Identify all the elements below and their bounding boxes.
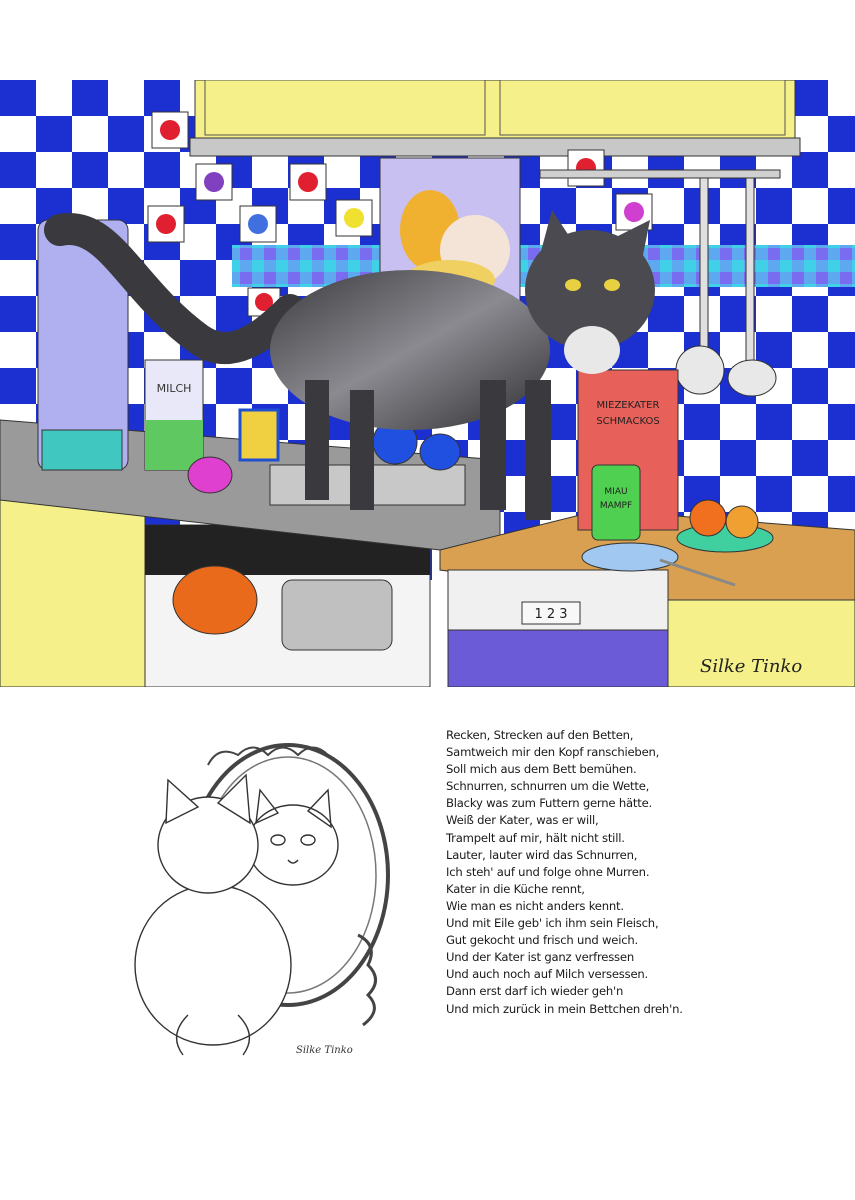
kitchen-cat-illustration: [0, 80, 855, 687]
skimmer-ladle: [676, 346, 724, 394]
cat-mug: [240, 410, 278, 460]
blue-plate: [582, 543, 678, 571]
cat-sketch: [128, 735, 398, 1065]
book-title-line2: SCHMACKOS: [596, 416, 660, 427]
poem-line: Und mit Eile geb' ich ihm sein Fleisch,: [446, 916, 659, 931]
can-label-line1: MIAU: [604, 487, 628, 497]
poem-line: Soll mich aus dem Bett bemühen.: [446, 762, 637, 777]
poem-line: Lauter, lauter wird das Schnurren,: [446, 847, 638, 862]
apple: [690, 500, 726, 536]
poem-line: Recken, Strecken auf den Betten,: [446, 728, 634, 742]
can-label-line2: MAMPF: [599, 501, 633, 511]
illustration-signature: Silke Tinko: [700, 656, 803, 677]
poem-line: Samtweich mir den Kopf ranschieben,: [446, 745, 660, 760]
poem-line: Und auch noch auf Milch versessen.: [446, 967, 649, 982]
sketch-signature: Silke Tinko: [296, 1045, 353, 1056]
poem-line: Gut gekocht und frisch und weich.: [446, 933, 639, 948]
reflected-cat: [248, 790, 338, 885]
orange-pot: [173, 566, 257, 634]
soup-ladle: [728, 360, 776, 396]
pink-mouse: [188, 457, 232, 493]
dishwasher-display: 1 2 3: [534, 607, 568, 622]
left-cabinet: [0, 500, 145, 687]
poem-line: Wie man es nicht anders kennt.: [446, 898, 624, 913]
milk-label: MILCH: [156, 382, 192, 395]
poem-line: Ich steh' auf und folge ohne Murren.: [446, 864, 650, 879]
poem-line: Dann erst darf ich wieder geh'n: [446, 984, 624, 999]
silver-pot: [282, 580, 392, 650]
utensil-rail: [540, 170, 780, 178]
green-plate: [677, 524, 773, 552]
poem-line: Weiß der Kater, was er will,: [446, 813, 599, 828]
poem-line: Blacky was zum Futtern gerne hätte.: [446, 796, 653, 811]
poem-line: Und mich zurück in mein Bettchen dreh'n.: [446, 1001, 683, 1016]
poem-line: Kater in die Küche rennt,: [446, 881, 585, 896]
poem-line: Schnurren, schnurren um die Wette,: [446, 779, 650, 794]
range-hood: [190, 138, 800, 156]
poem-text: [446, 727, 826, 1018]
poem-line: Trampelt auf mir, hält nicht still.: [446, 830, 625, 845]
book-title-line1: MIEZEKATER: [596, 400, 660, 411]
poem-line: Und der Kater ist ganz verfressen: [446, 950, 634, 965]
